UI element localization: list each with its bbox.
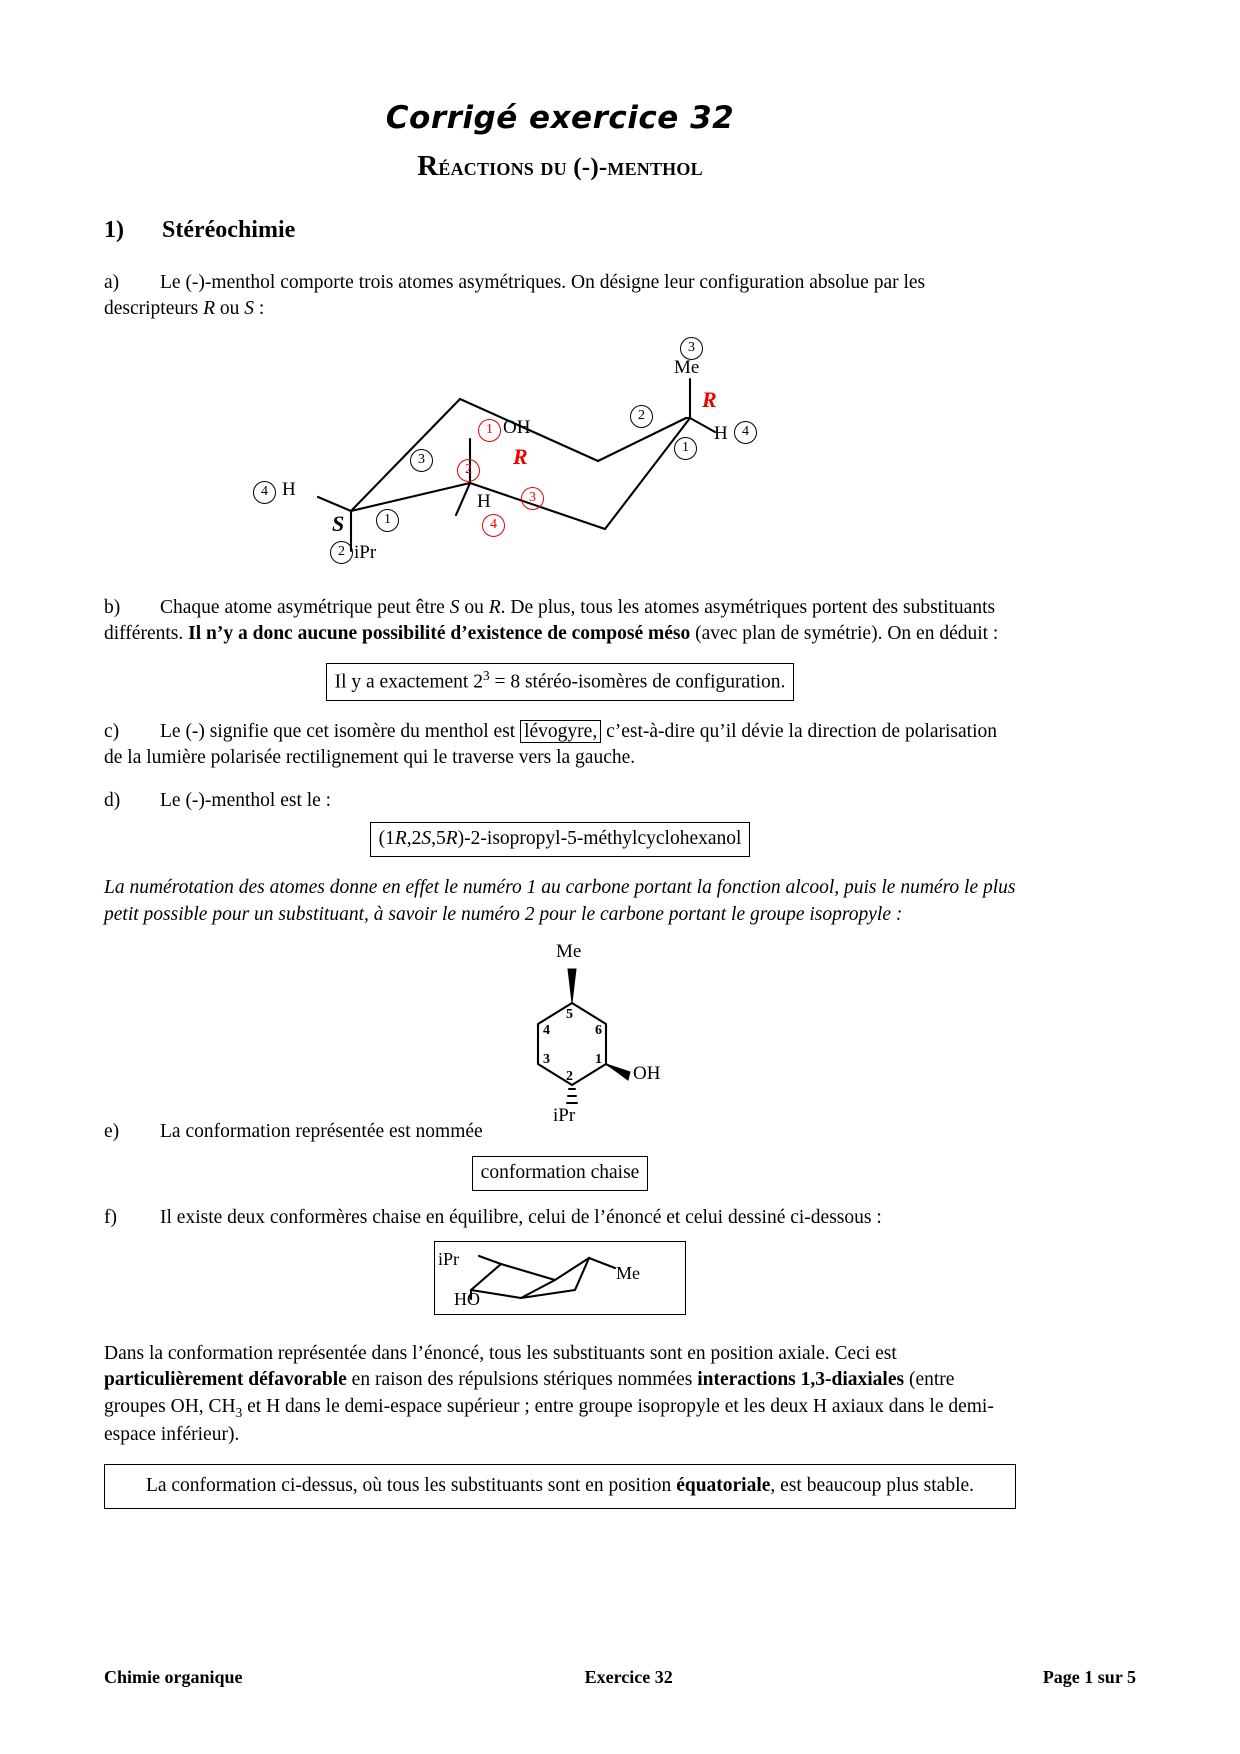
cip-circle-me-3: 3 <box>680 337 703 360</box>
label-methyl: Me <box>674 356 700 378</box>
para-a-text: Le (-)-menthol comporte trois atomes asymétriques. On désigne leur configuration absolue par les descripteurs <box>104 272 926 320</box>
closing-bold-2: interactions 1,3-diaxiales <box>697 1369 905 1391</box>
item-label-b: b) <box>104 596 121 618</box>
conformer-label-isopropyl: iPr <box>438 1249 460 1270</box>
para-d-t1: Le (-)-menthol est le : <box>160 789 332 811</box>
hex-number-5: 5 <box>566 1007 573 1023</box>
para-e-t1: La conformation représentée est nommée <box>160 1121 483 1143</box>
item-label-c: c) <box>104 721 120 743</box>
paragraph-d <box>104 788 1016 814</box>
cip-circle-ring-left-1: 1 <box>376 509 399 532</box>
para-a-end: : <box>254 298 265 320</box>
closing-bold-1: particulièrement défavorable <box>104 1369 347 1391</box>
hex-number-4: 4 <box>543 1023 550 1039</box>
label-isopropyl: iPr <box>354 541 377 563</box>
chair-skeleton-svg <box>104 339 1016 567</box>
boxed-answer-d-wrap <box>104 822 1016 857</box>
figure-chair-menthol <box>104 339 1016 567</box>
para-b-t3: . De plus, tous les atomes asymétriques portent des substituants différents. <box>104 596 996 644</box>
figure-hexagon-menthol <box>104 939 1016 1127</box>
boxed-answer-b-wrap <box>104 663 1016 701</box>
paragraph-closing <box>104 1341 1016 1448</box>
figure-equatorial-conformer <box>104 1241 1016 1319</box>
methyl-wedge <box>568 969 576 1003</box>
boxed-b-exponent: 3 <box>482 668 490 684</box>
hex-number-6: 6 <box>595 1023 602 1039</box>
closing-t4: et H dans le demi-espace supérieur ; entre groupe isopropyle et les deux H axiaux dans le demi-espace inférieur). <box>104 1395 994 1445</box>
paragraph-b <box>104 595 1016 648</box>
cip-circle-oh-1: 1 <box>478 419 501 442</box>
closing-t1: Dans la conformation représentée dans l’énoncé, tous les substituants sont en position axiale. Ceci est <box>104 1343 897 1365</box>
label-h-right: H <box>714 422 728 444</box>
footer-center: Exercice 32 <box>584 1667 673 1687</box>
hex-number-3: 3 <box>543 1052 550 1068</box>
hydroxyl-wedge <box>606 1064 630 1080</box>
iupac-R2: R <box>445 828 458 850</box>
section-label: Stéréochimie <box>162 217 296 243</box>
hex-label-isopropyl: iPr <box>553 1105 576 1127</box>
cip-circle-h-right-4: 4 <box>734 421 757 444</box>
para-b-t1: Chaque atome asymétrique peut être <box>160 596 450 618</box>
cip-circle-h-left-4: 4 <box>253 481 276 504</box>
conformer-label-hydroxyl: HO <box>454 1289 480 1310</box>
subtitle-initial: R <box>417 150 439 182</box>
para-b-S: S <box>449 596 460 618</box>
cip-circle-center-3: 3 <box>521 487 544 510</box>
para-b-bold: Il n’y a donc aucune possibilité d’existence de composé méso <box>188 622 691 644</box>
boxed-answer-conformation: conformation chaise <box>472 1156 649 1191</box>
section-heading-1 <box>104 217 1016 244</box>
cip-circle-ring-left-3: 3 <box>410 449 433 472</box>
descriptor-r: R <box>203 298 216 320</box>
item-label-a: a) <box>104 272 120 293</box>
closing-t2: en raison des répulsions stériques nommées <box>346 1369 698 1391</box>
para-b-R: R <box>488 596 501 618</box>
boxed-b-pre: Il y a exactement 2 <box>334 671 483 693</box>
para-c-t1: Le (-) signifie que cet isomère du menthol est <box>160 721 521 743</box>
section-number: 1) <box>104 217 124 243</box>
cip-circle-center-2: 2 <box>457 459 480 482</box>
para-b-t2: ou <box>459 596 489 618</box>
hex-number-1: 1 <box>595 1052 602 1068</box>
page-title: Corrigé exercice 32 <box>385 100 735 136</box>
iupac-p1: (1 <box>378 828 395 850</box>
label-h-left: H <box>282 478 296 500</box>
boxed-answer-stereoisomers <box>326 663 795 701</box>
item-label-e: e) <box>104 1121 120 1143</box>
label-h-center: H <box>477 490 491 512</box>
isopropyl-hash <box>567 1089 577 1103</box>
hex-label-methyl: Me <box>556 941 582 963</box>
boxed-b-post: = 8 stéréo-isomères de configuration. <box>489 671 786 693</box>
para-c-t2: c’est-à-dire qu’il dévie la direction de polarisation de la lumière polarisée rectilignement qui le traverse vers la gauche. <box>104 721 998 769</box>
iupac-R1: R <box>394 828 407 850</box>
boxed-answer-e-wrap <box>104 1156 1016 1191</box>
footer-left: Chimie organique <box>104 1667 243 1687</box>
footer-right: Page 1 sur 5 <box>1042 1667 1136 1687</box>
closing-subscript: 3 <box>235 1404 243 1420</box>
iupac-p2: ,2 <box>406 828 422 850</box>
stereo-descriptor-right-R: R <box>702 386 717 412</box>
page-footer <box>104 1667 1136 1688</box>
stereo-descriptor-left-S: S <box>332 510 345 536</box>
para-a-or: ou <box>215 298 245 320</box>
cip-circle-ipr-2: 2 <box>330 541 353 564</box>
descriptor-s: S <box>244 298 255 320</box>
subtitle-rest: éactions du (-)-menthol <box>438 154 703 181</box>
paragraph-f <box>104 1205 1016 1231</box>
boxed-answer-levogyre: lévogyre, <box>520 720 601 743</box>
final-box-t2: , est beaucoup plus stable. <box>770 1474 975 1496</box>
cip-circle-ring-mid-2: 2 <box>630 405 653 428</box>
boxed-final-statement <box>104 1464 1016 1509</box>
closing-t3: (entre groupes OH, CH <box>104 1369 955 1417</box>
final-box-bold: équatoriale <box>676 1474 771 1496</box>
iupac-p4: )-2-isopropyl-5-méthylcyclohexanol <box>457 828 742 850</box>
cip-circle-ring-right-1: 1 <box>674 437 697 460</box>
numbering-note: La numérotation des atomes donne en effet le numéro 1 au carbone portant la fonction alcool, puis le numéro le plus petit possible pour un substituant, à savoir le numéro 2 pour le carbone portant le groupe isopropyle : <box>104 877 1016 926</box>
hex-label-hydroxyl: OH <box>633 1063 661 1085</box>
hexagon-skeleton-svg <box>104 939 1016 1119</box>
conformer-label-methyl: Me <box>616 1263 640 1284</box>
paragraph-a <box>104 270 1016 323</box>
item-label-d: d) <box>104 789 121 811</box>
label-hydroxyl: OH <box>503 416 531 438</box>
para-f-t1: Il existe deux conformères chaise en équilibre, celui de l’énoncé et celui dessiné ci-dessous : <box>160 1206 882 1228</box>
page-content <box>104 100 1016 1509</box>
para-b-t4: (avec plan de symétrie). On en déduit : <box>690 622 999 644</box>
final-box-t1: La conformation ci-dessus, où tous les substituants sont en position <box>145 1474 677 1496</box>
item-label-f: f) <box>104 1206 117 1228</box>
page-subtitle <box>104 150 1016 183</box>
hex-number-2: 2 <box>566 1069 573 1085</box>
iupac-S: S <box>421 828 432 850</box>
boxed-answer-iupac-name <box>370 822 751 857</box>
stereo-descriptor-center-R: R <box>513 443 528 469</box>
cip-circle-h-center-4: 4 <box>482 514 505 537</box>
paragraph-c <box>104 719 1016 772</box>
iupac-p3: ,5 <box>431 828 446 850</box>
